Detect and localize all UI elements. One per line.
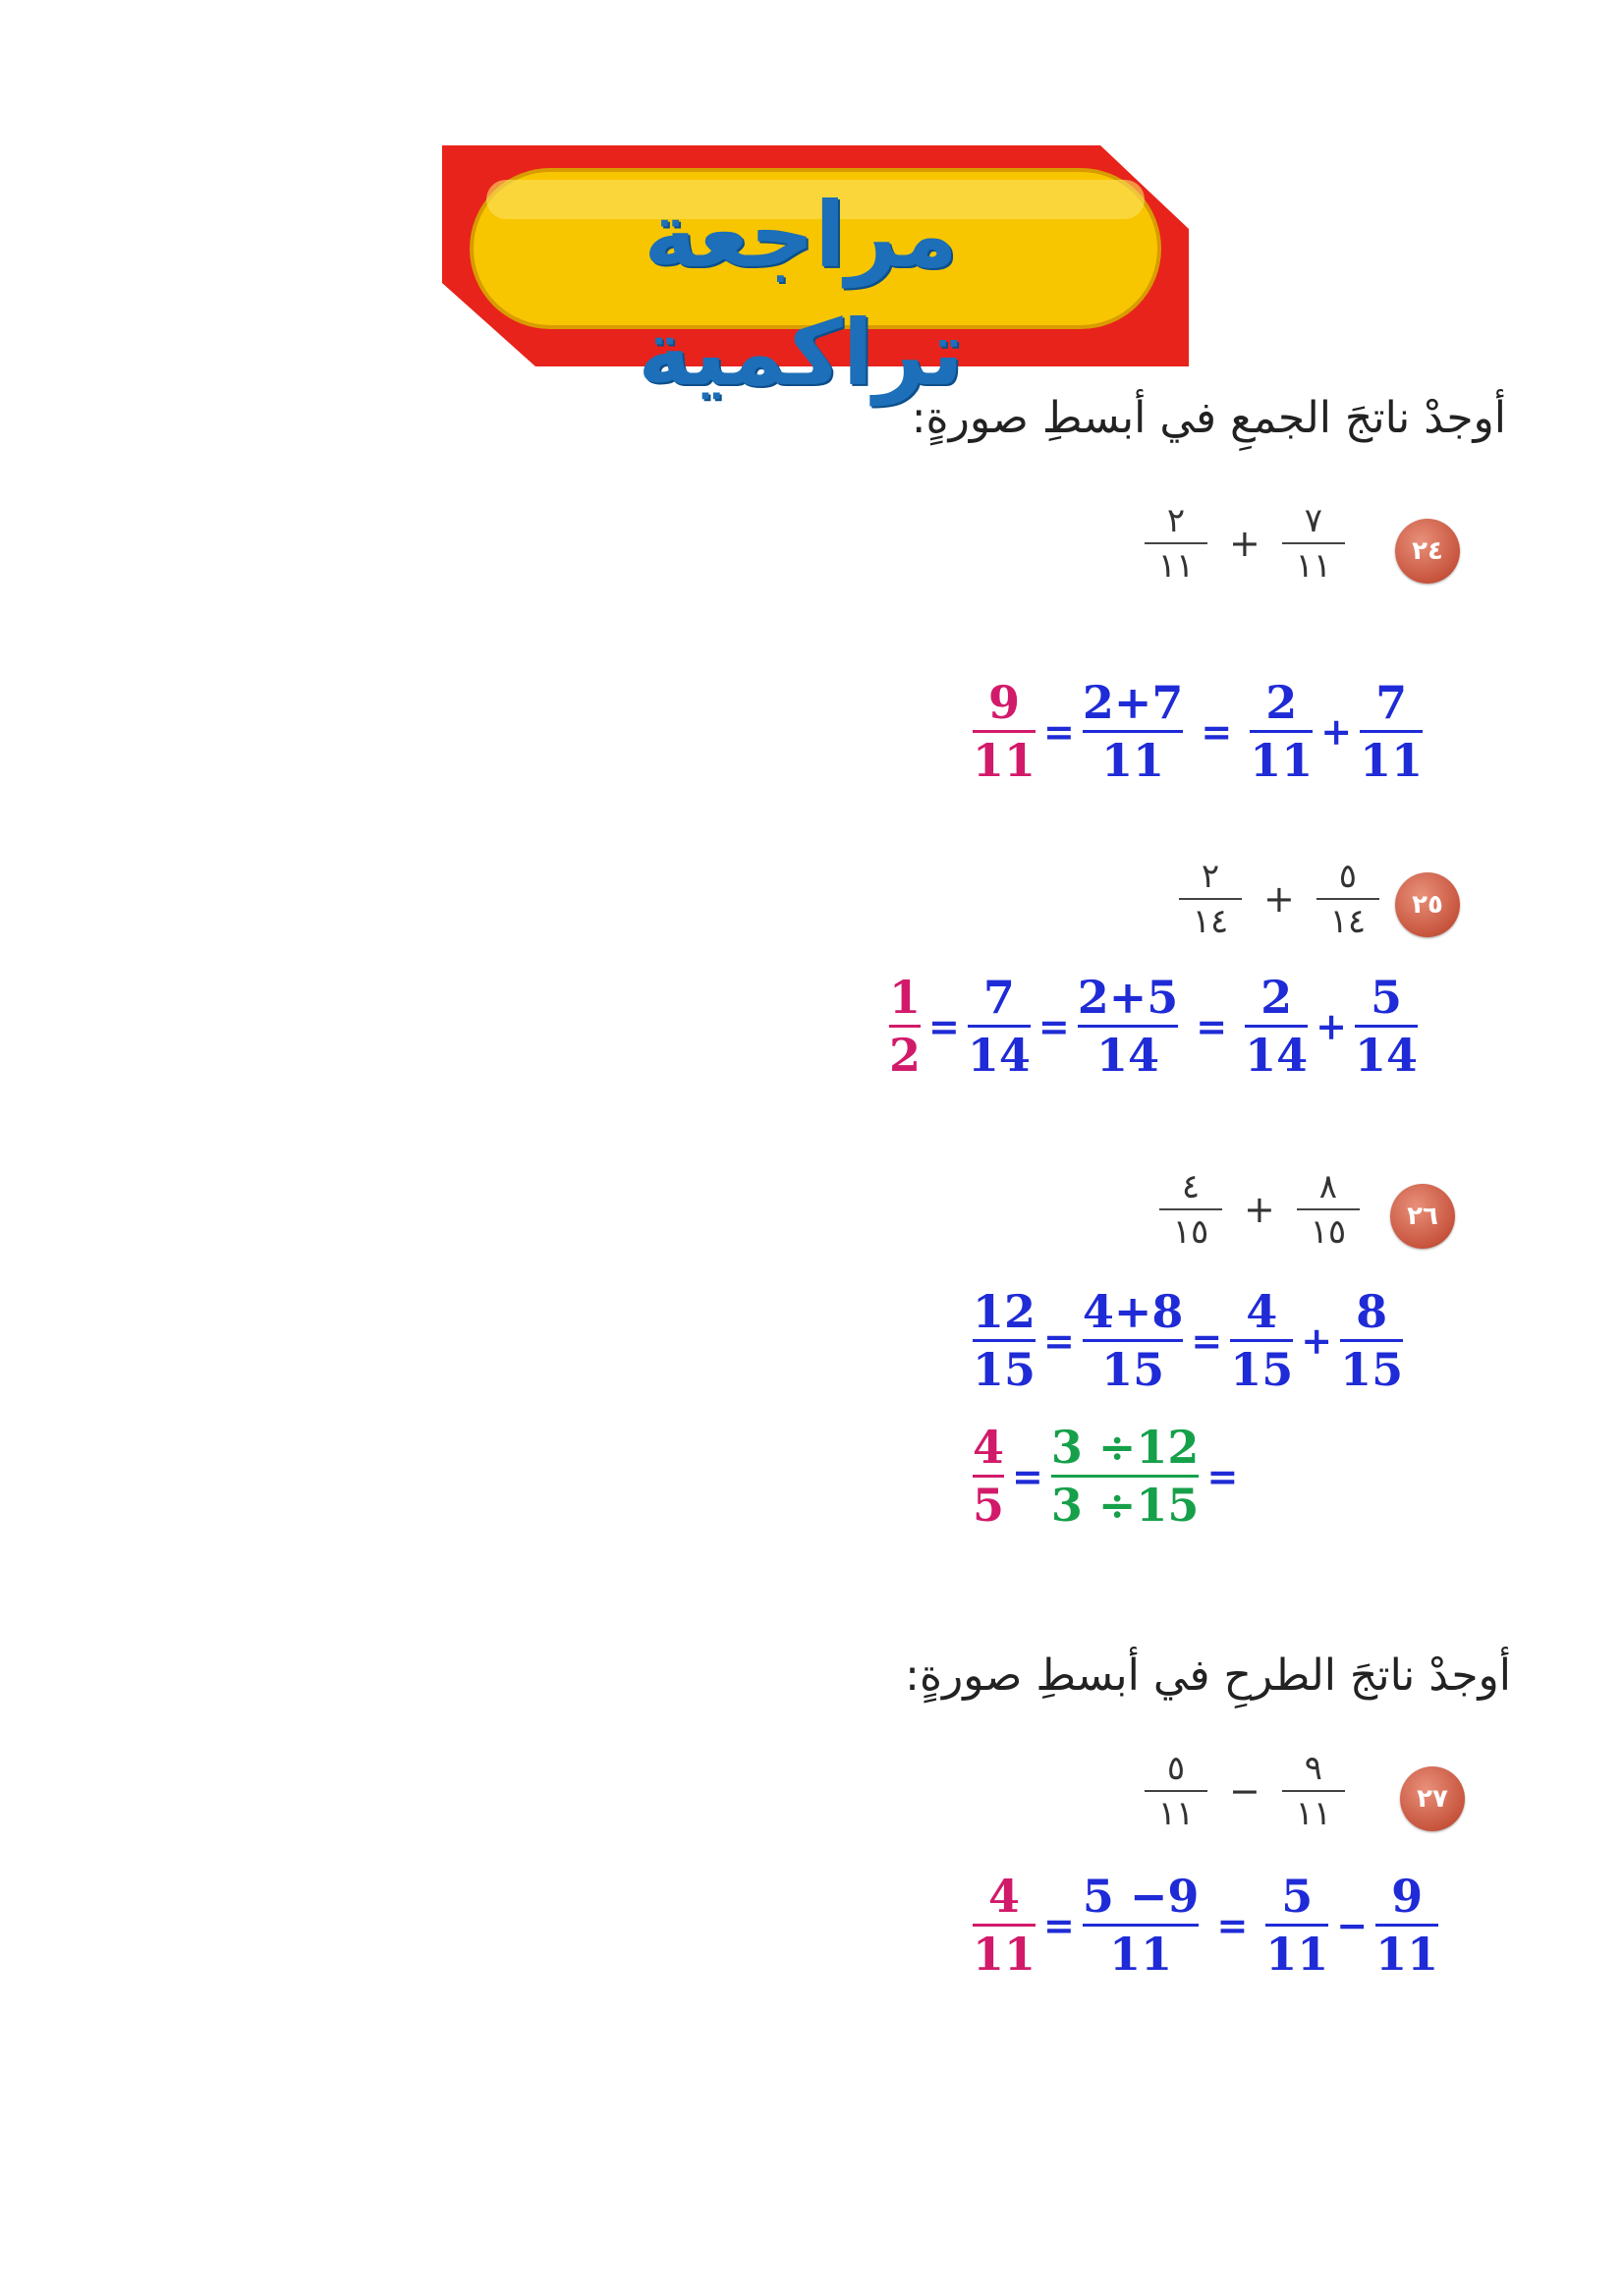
banner-title: مراجعة تراكمية: [638, 183, 964, 406]
answer-fraction: $\frac{4}{5}$: [973, 1421, 1005, 1532]
problem-24-solution: $\frac{9}{11}$ = $\frac{2+7}{11}$ = $\frac{2}{11}$ + $\frac{7}{11}$: [973, 676, 1424, 787]
problem-26-solution: $\frac{12}{15}$ = $\frac{4+8}{15}$ = $\frac{4}{15}$ + $\frac{8}{15}$: [973, 1285, 1404, 1396]
numerator: ٢: [1166, 501, 1186, 540]
fraction: [1145, 501, 1207, 586]
denominator: ١١: [1157, 546, 1195, 586]
problem-25-solution: $\frac{1}{2}$ = $\frac{7}{14}$ = $\frac{2+5}{14}$ = $\frac{2}{14}$ + $\frac{5}{14}$: [889, 971, 1418, 1082]
problem-number-badge: ٢٦: [1390, 1184, 1455, 1249]
problem-27-solution: $\frac{4}{11}$ = $\frac{5 -9}{11}$ = $\frac{5}{11}$ − $\frac{9}{11}$: [973, 1870, 1439, 1981]
addition-instruction: أوجدْ ناتجَ الجمعِ في أبسطِ صورةٍ:: [911, 393, 1506, 443]
answer-fraction: $\frac{1}{2}$: [889, 971, 922, 1082]
operator: +: [1229, 522, 1260, 565]
numerator: ٧: [1304, 501, 1322, 540]
step-fraction: $\frac{2+7}{11}$: [1082, 676, 1184, 787]
problem-24-expression: [1145, 501, 1345, 586]
subtraction-instruction: أوجدْ ناتجَ الطرحِ في أبسطِ صورةٍ:: [905, 1651, 1511, 1701]
problem-number-badge: ٢٤: [1395, 519, 1460, 584]
divide-step-fraction: $\frac{3 \div 12}{3 \div 15}$: [1050, 1421, 1200, 1532]
problem-number-badge: ٢٥: [1395, 872, 1460, 937]
problem-26-expression: ٤ ١٥ + ٨ ١٥: [1159, 1167, 1360, 1252]
denominator: ١١: [1295, 546, 1332, 586]
step-fraction: $\frac{7}{11}$: [1360, 676, 1424, 787]
answer-fraction: $\frac{9}{11}$: [973, 676, 1036, 787]
problem-27-expression: ٥ ١١ − ٩ ١١: [1145, 1749, 1345, 1833]
problem-26-simplification: $\frac{4}{5}$ = $\frac{3 \div 12}{3 \div 15}$ =: [973, 1421, 1239, 1532]
problem-25-expression: ٢ ١٤ + ٥ ١٤: [1179, 857, 1379, 941]
problem-number-badge: ٢٧: [1400, 1766, 1465, 1831]
answer-fraction: $\frac{4}{11}$: [973, 1870, 1036, 1981]
step-fraction: $\frac{2}{11}$: [1250, 676, 1314, 787]
fraction: [1282, 501, 1345, 586]
